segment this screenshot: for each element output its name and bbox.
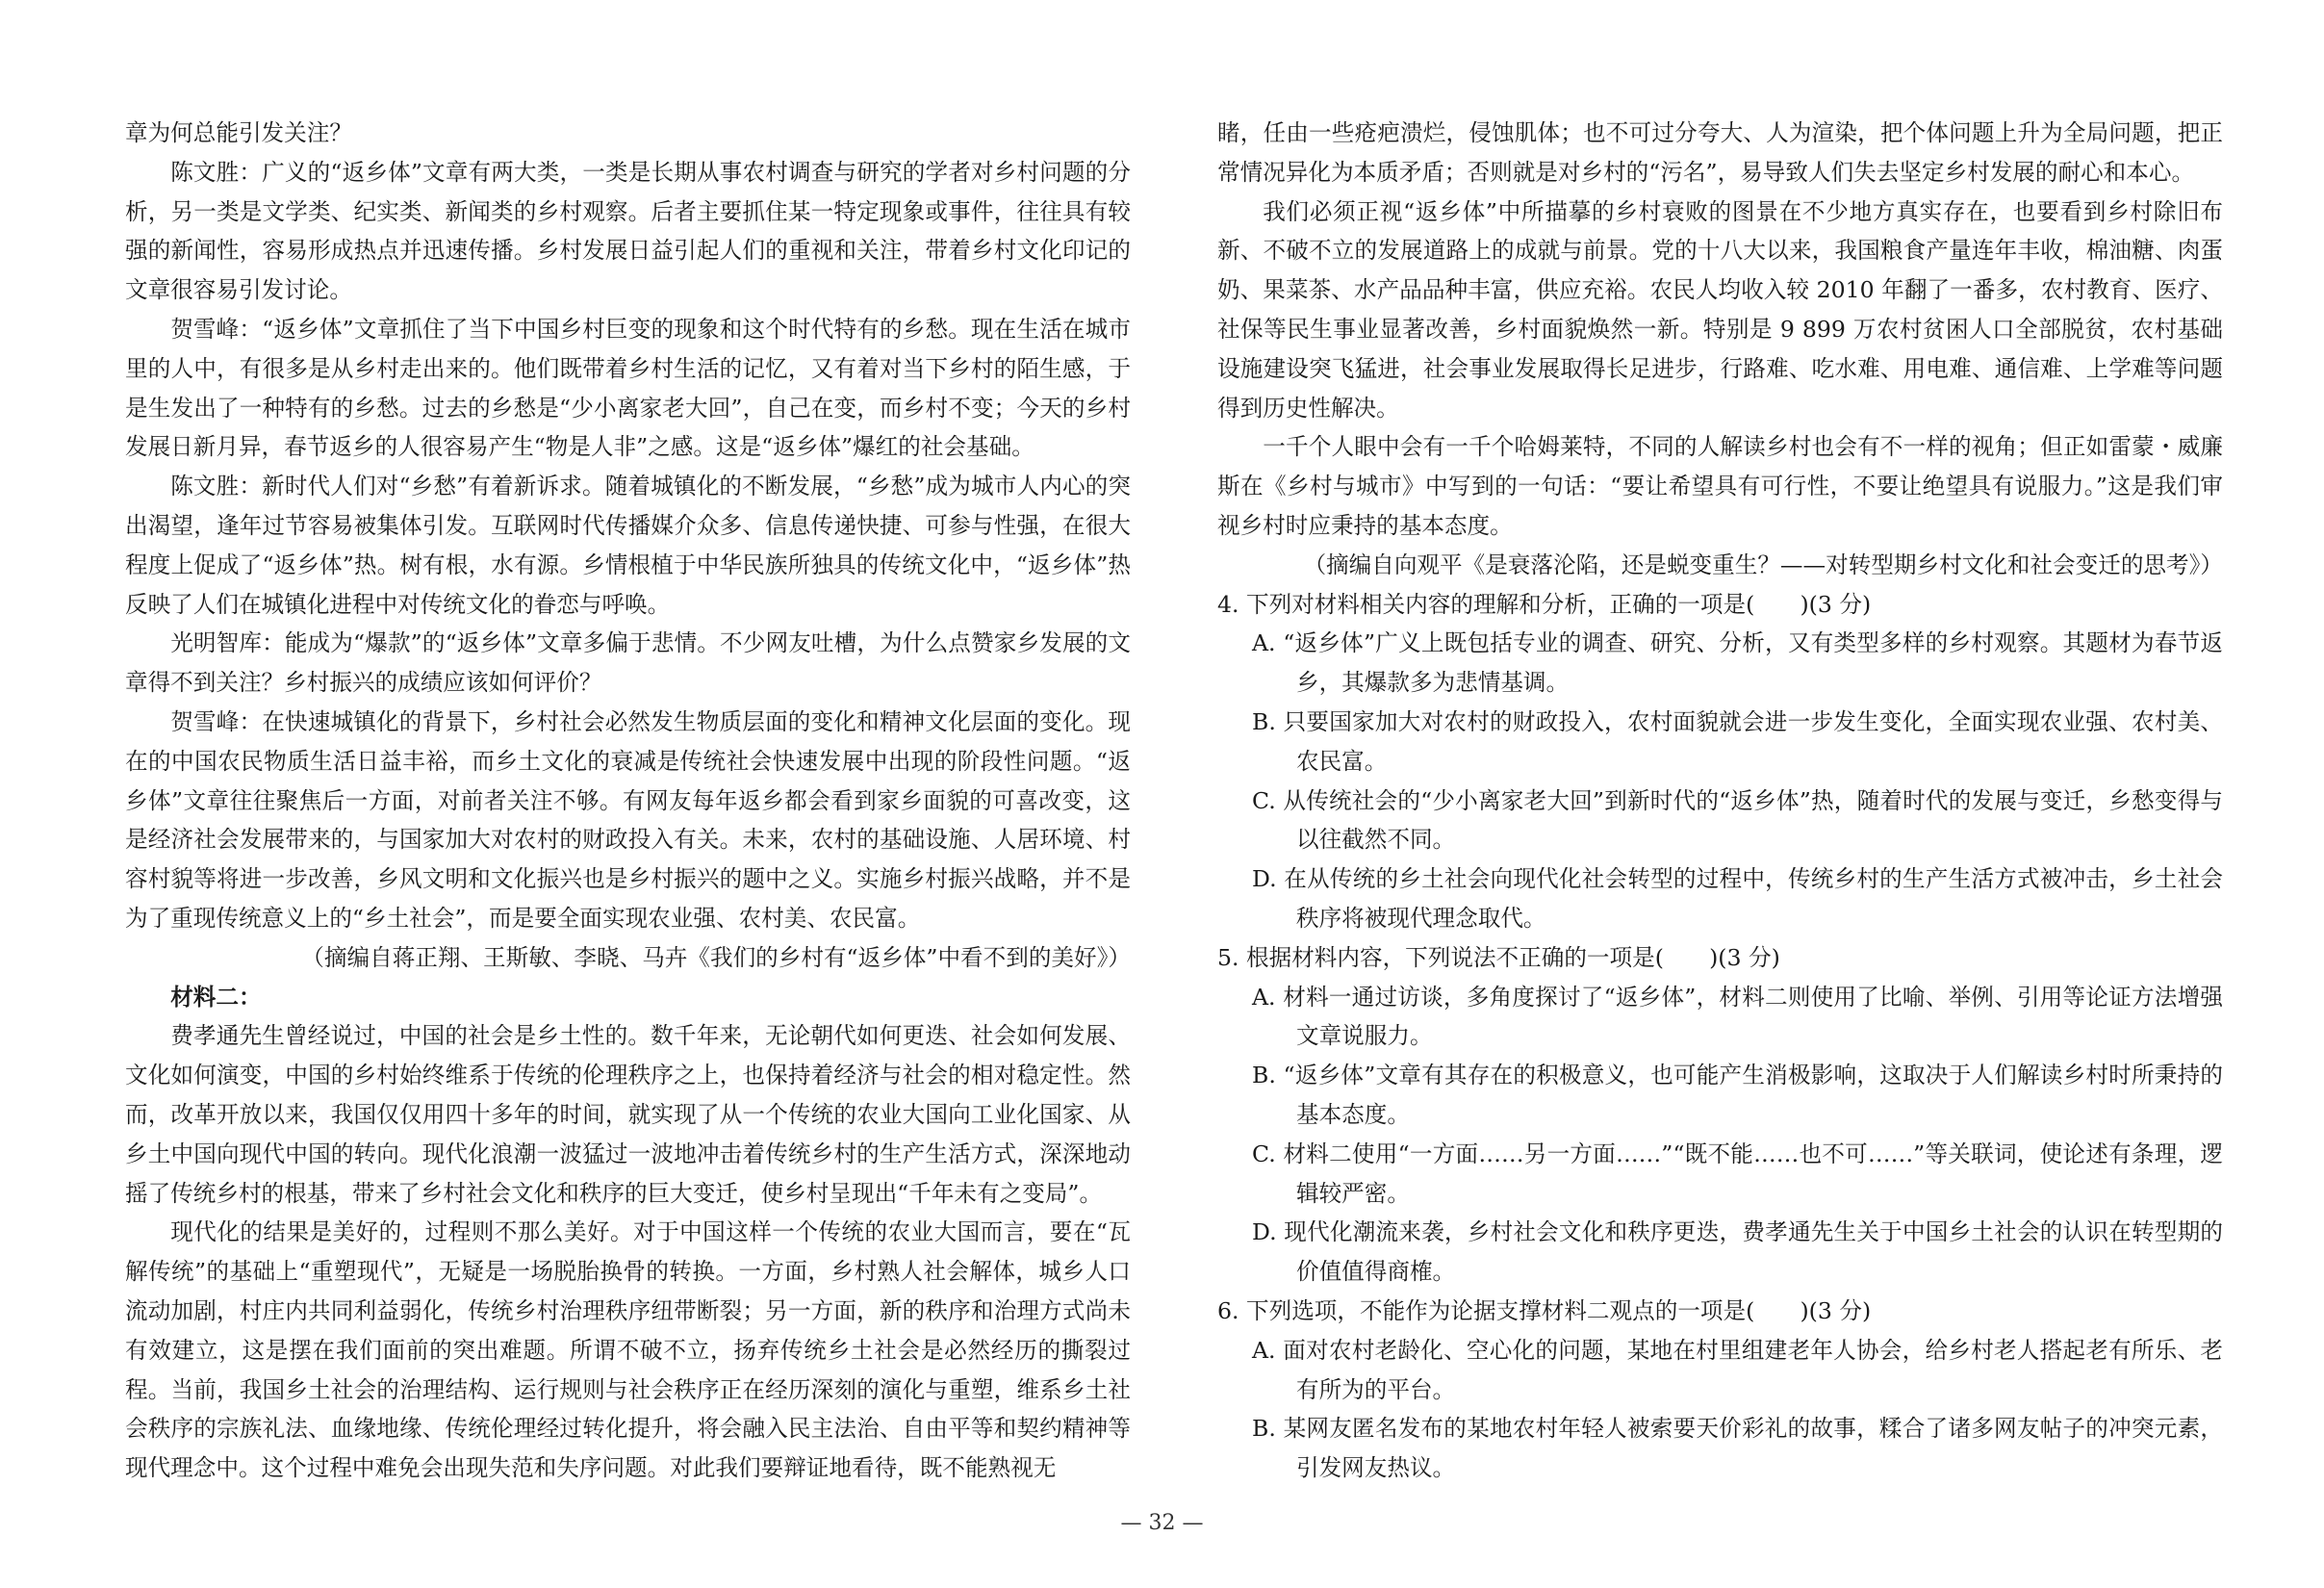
option-4c: C. 从传统社会的“少小离家老大回”到新时代的“返乡体”热，随着时代的发展与变迁，乡愁变得与以往截然不同。 xyxy=(1252,786,2223,854)
section-heading: 材料二： xyxy=(170,983,262,1011)
question-6: 6. 下列选项，不能作为论据支撑材料二观点的一项是( )(3 分) xyxy=(1217,1296,1872,1324)
paragraph: 现代化的结果是美好的，过程则不那么美好。对于中国这样一个传统的农业大国而言，要在“瓦解传统”的基础上“重塑现代”，无疑是一场脱胎换骨的转换。一方面，乡村熟人社会解体，城乡人口流动加剧，村庄内共同利益弱化，传统乡村治理秩序纽带断裂；另一方面，新的秩序和治理方式尚未有效建立，这是摆在我们面前的突出难题。所谓不破不立，扬弃传统乡土社会是必然经历的撕裂过程。当前，我国乡土社会的治理结构、运行规则与社会秩序正在经历深刻的演化与重塑，维系乡土社会秩序的宗族礼法、血缘地缘、传统伦理经过转化提升，将会融入民主法治、自由平等和契约精神等现代理念中。这个过程中难免会出现失范和失序问题。对此我们要辩证地看待，既不能熟视无 xyxy=(125,1218,1131,1482)
paragraph: 章为何总能引发关注？ xyxy=(125,119,352,146)
option-4a: A. “返乡体”广义上既包括专业的调查、研究、分析，又有类型多样的乡村观察。其题材为春节返乡，其爆款多为悲情基调。 xyxy=(1252,629,2223,697)
option-5c: C. 材料二使用“一方面……另一方面……”“既不能……也不可……”等关联词，使论述有条理，逻辑较严密。 xyxy=(1252,1140,2223,1207)
page-number: — 32 — xyxy=(1120,1511,1204,1535)
source-citation: （摘编自向观平《是衰落沦陷，还是蜕变重生？——对转型期乡村文化和社会变迁的思考》） xyxy=(1303,551,2223,578)
paragraph: 光明智库：能成为“爆款”的“返乡体”文章多偏于悲情。不少网友吐槽，为什么点赞家乡发展的文章得不到关注？乡村振兴的成绩应该如何评价？ xyxy=(125,629,1131,697)
option-6a: A. 面对农村老龄化、空心化的问题，某地在村里组建老年人协会，给乡村老人搭起老有所乐、老有所为的平台。 xyxy=(1252,1336,2223,1403)
option-5a: A. 材料一通过访谈，多角度探讨了“返乡体”，材料二则使用了比喻、举例、引用等论证方法增强文章说服力。 xyxy=(1252,983,2223,1050)
option-4b: B. 只要国家加大对农村的财政投入，农村面貌就会进一步发生变化，全面实现农业强、农村美、农民富。 xyxy=(1252,707,2223,775)
paragraph: 陈文胜：广义的“返乡体”文章有两大类，一类是长期从事农村调查与研究的学者对乡村问题的分析，另一类是文学类、纪实类、新闻类的乡村观察。后者主要抓住某一特定现象或事件，往往具有较强的新闻性，容易形成热点并迅速传播。乡村发展日益引起人们的重视和关注，带着乡村文化印记的文章很容易引发讨论。 xyxy=(125,158,1131,304)
option-5b: B. “返乡体”文章有其存在的积极意义，也可能产生消极影响，这取决于人们解读乡村时所秉持的基本态度。 xyxy=(1252,1062,2223,1128)
paragraph: 一千个人眼中会有一千个哈姆莱特，不同的人解读乡村也会有不一样的视角；但正如雷蒙・威廉斯在《乡村与城市》中写到的一句话：“要让希望具有可行性，不要让绝望具有说服力。”这是我们审视乡村时应秉持的基本态度。 xyxy=(1217,433,2223,539)
paragraph: 睹，任由一些疮疤溃烂，侵蚀肌体；也不可过分夸大、人为渲染，把个体问题上升为全局问题，把正常情况异化为本质矛盾；否则就是对乡村的“污名”，易导致人们失去坚定乡村发展的耐心和本心。 xyxy=(1217,119,2223,186)
question-5: 5. 根据材料内容，下列说法不正确的一项是( )(3 分) xyxy=(1217,943,1780,971)
paragraph: 贺雪峰：“返乡体”文章抓住了当下中国乡村巨变的现象和这个时代特有的乡愁。现在生活在城市里的人中，有很多是从乡村走出来的。他们既带着乡村生活的记忆，又有着对当下乡村的陌生感，于是生发出了一种特有的乡愁。过去的乡愁是“少小离家老大回”，自己在变，而乡村不变；今天的乡村发展日新月异，春节返乡的人很容易产生“物是人非”之感。这是“返乡体”爆红的社会基础。 xyxy=(125,315,1131,461)
paragraph: 陈文胜：新时代人们对“乡愁”有着新诉求。随着城镇化的不断发展，“乡愁”成为城市人内心的突出渴望，逢年过节容易被集体引发。互联网时代传播媒介众多、信息传递快捷、可参与性强，在很大程度上促成了“返乡体”热。树有根，水有源。乡情根植于中华民族所独具的传统文化中，“返乡体”热反映了人们在城镇化进程中对传统文化的眷恋与呼唤。 xyxy=(125,473,1131,618)
option-6b: B. 某网友匿名发布的某地农村年轻人被索要天价彩礼的故事，糅合了诸多网友帖子的冲突元素，引发网友热议。 xyxy=(1252,1415,2223,1482)
left-column xyxy=(125,114,1131,1488)
paragraph: 我们必须正视“返乡体”中所描摹的乡村衰败的图景在不少地方真实存在，也要看到乡村除旧布新、不破不立的发展道路上的成就与前景。党的十八大以来，我国粮食产量连年丰收，棉油糖、肉蛋奶、果菜茶、水产品品种丰富，供应充裕。农民人均收入较 2010 年翻了一番多，农村教育、医疗、社保等民生事业显著改善，乡村面貌焕然一新。特别是 9 899 万农村贫困人口全部脱贫，农村基础设施建设突飞猛进，社会事业发展取得长足进步，行路难、吃水难、用电难、通信难、上学难等问题得到历史性解决。 xyxy=(1217,197,2223,422)
option-4d: D. 在从传统的乡土社会向现代化社会转型的过程中，传统乡村的生产生活方式被冲击，乡土社会秩序将被现代理念取代。 xyxy=(1252,865,2223,932)
right-column xyxy=(1217,114,2223,1488)
option-5d: D. 现代化潮流来袭，乡村社会文化和秩序更迭，费孝通先生关于中国乡土社会的认识在转型期的价值值得商榷。 xyxy=(1252,1218,2223,1286)
paragraph: 贺雪峰：在快速城镇化的背景下，乡村社会必然发生物质层面的变化和精神文化层面的变化。现在的中国农民物质生活日益丰裕，而乡土文化的衰减是传统社会快速发展中出现的阶段性问题。“返乡体”文章往往聚焦后一方面，对前者关注不够。有网友每年返乡都会看到家乡面貌的可喜改变，这是经济社会发展带来的，与国家加大对农村的财政投入有关。未来，农村的基础设施、人居环境、村容村貌等将进一步改善，乡风文明和文化振兴也是乡村振兴的题中之义。实施乡村振兴战略，并不是为了重现传统意义上的“乡土社会”，而是要全面实现农业强、农村美、农民富。 xyxy=(125,707,1131,932)
paragraph: 费孝通先生曾经说过，中国的社会是乡土性的。数千年来，无论朝代如何更迭、社会如何发展、文化如何演变，中国的乡村始终维系于传统的伦理秩序之上，也保持着经济与社会的相对稳定性。然而，改革开放以来，我国仅仅用四十多年的时间，就实现了从一个传统的农业大国向工业化国家、从乡土中国向现代中国的转向。现代化浪潮一波猛过一波地冲击着传统乡村的生产生活方式，深深地动摇了传统乡村的根基，带来了乡村社会文化和秩序的巨大变迁，使乡村呈现出“千年未有之变局”。 xyxy=(125,1022,1131,1207)
question-4: 4. 下列对材料相关内容的理解和分析，正确的一项是( )(3 分) xyxy=(1217,590,1872,618)
source-citation: （摘编自蒋正翔、王斯敏、李晓、马卉《我们的乡村有“返乡体”中看不到的美好》） xyxy=(301,943,1131,971)
